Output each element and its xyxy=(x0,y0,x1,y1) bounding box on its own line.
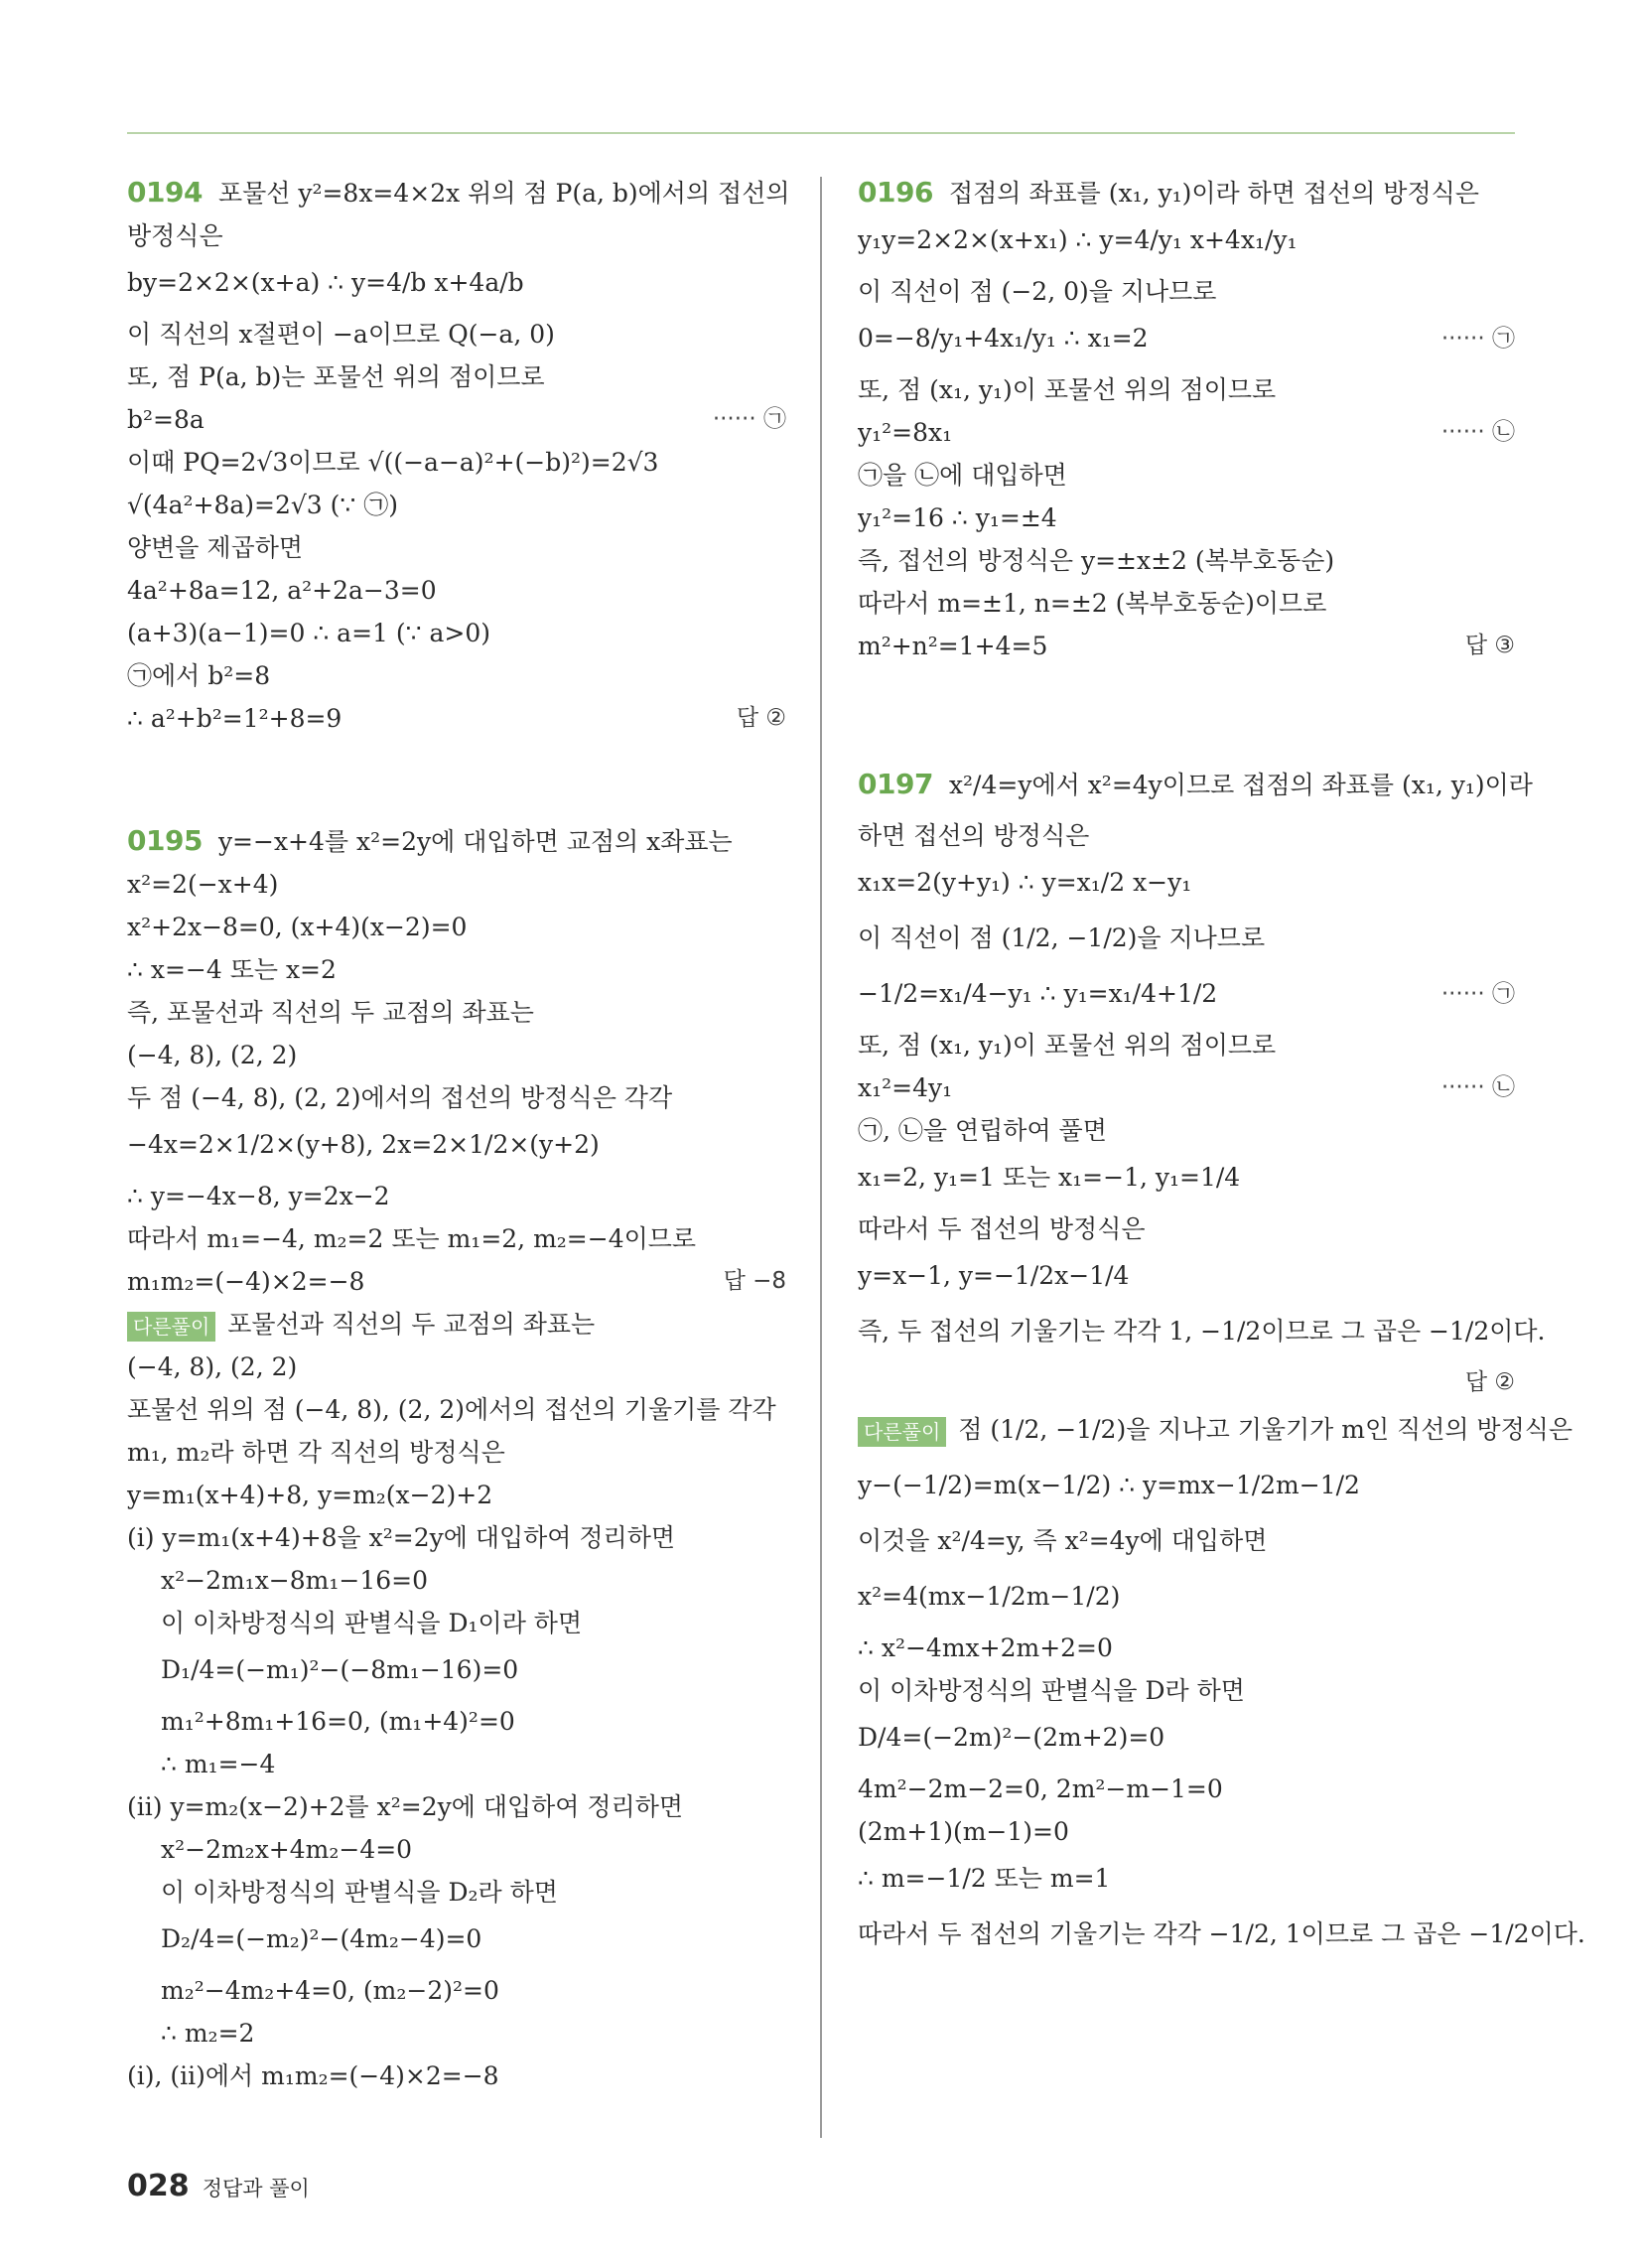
solution-line: ∴ x=−4 또는 x=2 xyxy=(127,955,337,984)
solution-line: ㉠을 ㉡에 대입하면 xyxy=(858,461,1067,490)
problem-0195 xyxy=(127,819,786,2097)
answer-label: 답 −8 xyxy=(723,1268,786,1294)
solution-line: 방정식은 xyxy=(127,221,223,250)
solution-line: m₁m₂=(−4)×2=−8 xyxy=(127,1267,365,1296)
solution-line: y₁y=2×2×(x+x₁) ∴ y=4/y₁ x+4x₁/y₁ xyxy=(858,225,1298,254)
solution-line: 또, 점 (x₁, y₁)이 포물선 위의 점이므로 xyxy=(858,1031,1277,1060)
solution-line: ∴ m₁=−4 xyxy=(161,1750,276,1778)
solution-line: x²/4=y에서 x²=4y이므로 접점의 좌표를 (x₁, y₁)이라 xyxy=(948,771,1533,799)
solution-line: 이 이차방정식의 판별식을 D₂라 하면 xyxy=(161,1878,558,1907)
solution-line: x²+2x−8=0, (x+4)(x−2)=0 xyxy=(127,913,468,941)
equation-tag: ······ ㉠ xyxy=(712,406,786,432)
page-number: 028 xyxy=(127,2169,190,2203)
solution-line: 이 직선의 x절편이 −a이므로 Q(−a, 0) xyxy=(127,320,555,349)
solution-line: 따라서 두 접선의 기울기는 각각 −1/2, 1이므로 그 곱은 −1/2이다. xyxy=(858,1919,1585,1948)
solution-line: (2m+1)(m−1)=0 xyxy=(858,1817,1069,1846)
solution-line: y=−x+4를 x²=2y에 대입하면 교점의 x좌표는 xyxy=(217,827,733,856)
solution-line: 양변을 제곱하면 xyxy=(127,533,303,562)
alt-solution-badge: 다른풀이 xyxy=(858,1417,946,1447)
solution-line: 이 이차방정식의 판별식을 D라 하면 xyxy=(858,1676,1245,1705)
solution-line: x²−2m₁x−8m₁−16=0 xyxy=(161,1566,428,1595)
solution-line: ㉠에서 b²=8 xyxy=(127,661,271,690)
solution-line: x²−2m₂x+4m₂−4=0 xyxy=(161,1835,413,1864)
solution-line: −1/2=x₁/4−y₁ ∴ y₁=x₁/4+1/2 xyxy=(858,979,1218,1008)
solution-line: 두 점 (−4, 8), (2, 2)에서의 접선의 방정식은 각각 xyxy=(127,1083,673,1112)
solution-line: ∴ m₂=2 xyxy=(161,2019,255,2048)
problem-0197 xyxy=(858,759,1585,1964)
page-footer xyxy=(127,2169,310,2203)
alt-solution-badge: 다른풀이 xyxy=(127,1312,215,1342)
solution-line: 이 직선이 점 (1/2, −1/2)을 지나므로 xyxy=(858,923,1266,952)
solution-line: (a+3)(a−1)=0 ∴ a=1 (∵ a>0) xyxy=(127,619,491,647)
problem-number: 0196 xyxy=(858,176,933,209)
solution-line: −4x=2×1/2×(y+8), 2x=2×1/2×(y+2) xyxy=(127,1130,600,1159)
solution-line: 포물선과 직선의 두 교점의 좌표는 xyxy=(227,1310,596,1339)
solution-line: 또, 점 P(a, b)는 포물선 위의 점이므로 xyxy=(127,362,545,391)
problem-number: 0197 xyxy=(858,768,933,800)
solution-line: 따라서 두 접선의 방정식은 xyxy=(858,1214,1146,1243)
solution-line: 포물선 y²=8x=4×2x 위의 점 P(a, b)에서의 접선의 xyxy=(217,179,790,208)
solution-line: 점 (1/2, −1/2)을 지나고 기울기가 m인 직선의 방정식은 xyxy=(958,1415,1574,1444)
answer-label: 답 ③ xyxy=(1464,633,1515,658)
solution-line: y=m₁(x+4)+8, y=m₂(x−2)+2 xyxy=(127,1481,493,1509)
problem-number: 0195 xyxy=(127,824,203,857)
solution-line: m₁²+8m₁+16=0, (m₁+4)²=0 xyxy=(161,1707,515,1736)
problem-0196 xyxy=(858,171,1515,667)
solution-line: 즉, 두 접선의 기울기는 각각 1, −1/2이므로 그 곱은 −1/2이다. xyxy=(858,1317,1546,1346)
solution-line: y=x−1, y=−1/2x−1/4 xyxy=(858,1261,1130,1290)
solution-line: x₁²=4y₁ xyxy=(858,1073,953,1102)
problem-0194 xyxy=(127,171,790,740)
solution-line: x²=4(mx−1/2m−1/2) xyxy=(858,1582,1121,1611)
footer-label: 정답과 풀이 xyxy=(202,2177,310,2200)
solution-line: 4a²+8a=12, a²+2a−3=0 xyxy=(127,576,437,605)
equation-tag: ······ ㉠ xyxy=(1440,981,1515,1007)
problem-number: 0194 xyxy=(127,176,203,209)
solution-line: 따라서 m₁=−4, m₂=2 또는 m₁=2, m₂=−4이므로 xyxy=(127,1224,697,1253)
right-column xyxy=(858,171,1585,1964)
answer-label: 답 ② xyxy=(1464,1369,1515,1395)
solution-line: 하면 접선의 방정식은 xyxy=(858,821,1090,850)
solution-line: y₁²=8x₁ xyxy=(858,418,953,447)
solution-line: (−4, 8), (2, 2) xyxy=(127,1041,298,1069)
solution-line: (ⅱ) y=m₂(x−2)+2를 x²=2y에 대입하여 정리하면 xyxy=(127,1792,683,1821)
solution-line: x₁=2, y₁=1 또는 x₁=−1, y₁=1/4 xyxy=(858,1163,1241,1192)
solution-line: 포물선 위의 점 (−4, 8), (2, 2)에서의 접선의 기울기를 각각 xyxy=(127,1395,776,1424)
solution-line: 즉, 접선의 방정식은 y=±x±2 (복부호동순) xyxy=(858,546,1335,575)
solution-line: ∴ m=−1/2 또는 m=1 xyxy=(858,1864,1111,1893)
solution-line: m₂²−4m₂+4=0, (m₂−2)²=0 xyxy=(161,1976,499,2005)
solution-line: (ⅰ), (ⅱ)에서 m₁m₂=(−4)×2=−8 xyxy=(127,2061,499,2090)
solution-line: 이것을 x²/4=y, 즉 x²=4y에 대입하면 xyxy=(858,1526,1268,1555)
solution-line: x²=2(−x+4) xyxy=(127,870,279,899)
equation-tag: ······ ㉡ xyxy=(1440,419,1515,445)
solution-line: (ⅰ) y=m₁(x+4)+8을 x²=2y에 대입하여 정리하면 xyxy=(127,1523,675,1552)
solution-line: 이때 PQ=2√3이므로 √((−a−a)²+(−b)²)=2√3 xyxy=(127,448,659,477)
solution-line: ∴ x²−4mx+2m+2=0 xyxy=(858,1633,1113,1662)
solution-line: D₁/4=(−m₁)²−(−8m₁−16)=0 xyxy=(161,1655,519,1684)
solution-line: y−(−1/2)=m(x−1/2) ∴ y=mx−1/2m−1/2 xyxy=(858,1471,1360,1499)
solution-line: 이 직선이 점 (−2, 0)을 지나므로 xyxy=(858,277,1217,306)
solution-line: 이 이차방정식의 판별식을 D₁이라 하면 xyxy=(161,1609,583,1637)
solution-line: √(4a²+8a)=2√3 (∵ ㉠) xyxy=(127,491,399,519)
solution-line: 접점의 좌표를 (x₁, y₁)이라 하면 접선의 방정식은 xyxy=(948,179,1479,208)
answer-label: 답 ② xyxy=(736,705,786,731)
top-rule xyxy=(127,132,1515,134)
solution-line: 4m²−2m−2=0, 2m²−m−1=0 xyxy=(858,1774,1223,1803)
equation-tag: ······ ㉡ xyxy=(1440,1074,1515,1100)
solution-line: 0=−8/y₁+4x₁/y₁ ∴ x₁=2 xyxy=(858,324,1149,353)
solution-line: by=2×2×(x+a) ∴ y=4/b x+4a/b xyxy=(127,268,524,297)
solution-line: b²=8a xyxy=(127,405,205,434)
equation-tag: ······ ㉠ xyxy=(1440,326,1515,352)
left-column xyxy=(127,171,790,2097)
solution-line: D₂/4=(−m₂)²−(4m₂−4)=0 xyxy=(161,1924,482,1953)
solution-line: D/4=(−2m)²−(2m+2)=0 xyxy=(858,1723,1165,1752)
solution-line: 따라서 m=±1, n=±2 (복부호동순)이므로 xyxy=(858,589,1327,618)
solution-line: ㉠, ㉡을 연립하여 풀면 xyxy=(858,1116,1107,1145)
solution-line: m²+n²=1+4=5 xyxy=(858,632,1048,660)
column-divider xyxy=(820,177,822,2138)
solution-line: x₁x=2(y+y₁) ∴ y=x₁/2 x−y₁ xyxy=(858,868,1192,897)
solution-line: m₁, m₂라 하면 각 직선의 방정식은 xyxy=(127,1438,505,1467)
solution-line: y₁²=16 ∴ y₁=±4 xyxy=(858,503,1057,532)
solution-line: 즉, 포물선과 직선의 두 교점의 좌표는 xyxy=(127,998,534,1027)
solution-line: ∴ y=−4x−8, y=2x−2 xyxy=(127,1182,390,1210)
solution-line: (−4, 8), (2, 2) xyxy=(127,1352,298,1381)
solution-line: ∴ a²+b²=1²+8=9 xyxy=(127,704,342,733)
solution-line: 또, 점 (x₁, y₁)이 포물선 위의 점이므로 xyxy=(858,375,1277,404)
